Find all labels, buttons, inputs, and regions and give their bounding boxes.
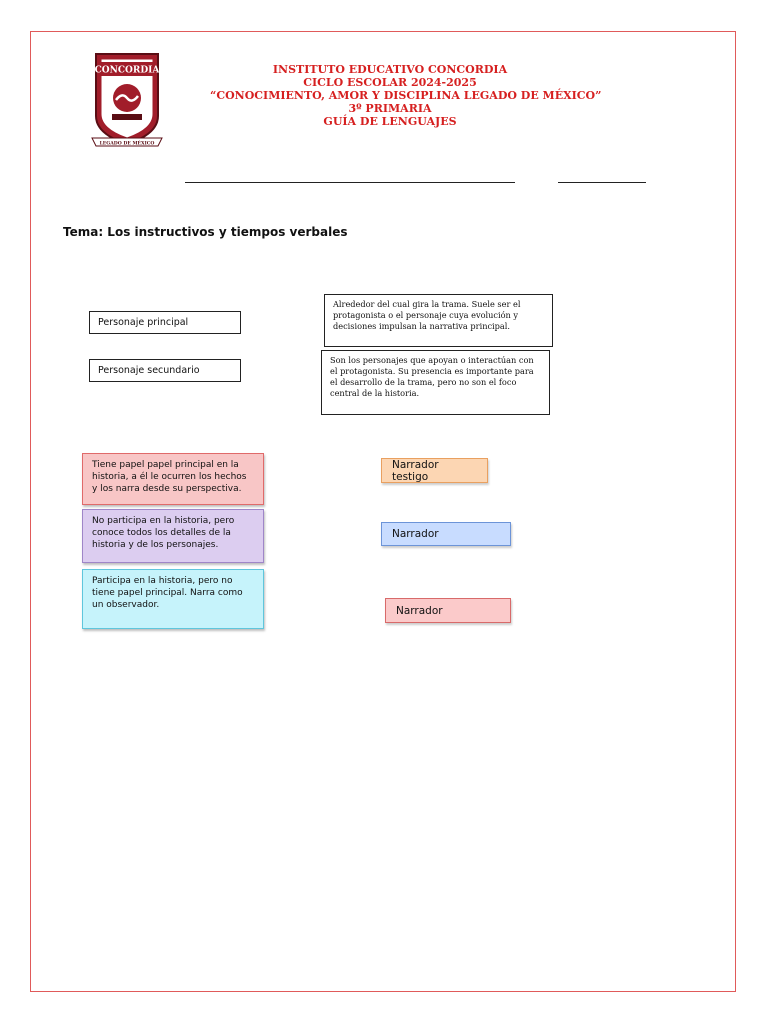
header-subject: GUÍA DE LENGUAJES bbox=[323, 115, 457, 128]
school-header bbox=[210, 63, 602, 128]
header-grade: 3º PRIMARIA bbox=[348, 102, 432, 115]
logo-name: CONCORDIA bbox=[94, 65, 160, 76]
header-institute: INSTITUTO EDUCATIVO CONCORDIA bbox=[272, 63, 508, 76]
narrator-description-card: Participa en la historia, pero no tiene papel principal. Narra como un observador. bbox=[82, 569, 264, 629]
date-blank-line bbox=[558, 182, 646, 183]
narrator-type-tag: Narrador bbox=[381, 522, 511, 546]
name-blank-line bbox=[185, 182, 515, 183]
label-main-character: Personaje principal bbox=[89, 311, 241, 334]
narrator-type-tag: Narrador testigo bbox=[381, 458, 488, 483]
definition-main-character: Alrededor del cual gira la trama. Suele ser el protagonista o el personaje cuya evolución y decisiones impulsan la narrativa principal. bbox=[324, 294, 553, 347]
narrator-description-card: Tiene papel papel principal en la historia, a él le ocurren los hechos y los narra desde su perspectiva. bbox=[82, 453, 264, 505]
header-motto: “CONOCIMIENTO, AMOR Y DISCIPLINA LEGADO DE MÉXICO” bbox=[210, 89, 602, 102]
definition-secondary-character: Son los personajes que apoyan o interactúan con el protagonista. Su presencia es importante para el desarrollo de la trama, pero no son el foco central de la historia. bbox=[321, 350, 550, 415]
label-secondary-character: Personaje secundario bbox=[89, 359, 241, 382]
narrator-description-card: No participa en la historia, pero conoce todos los detalles de la historia y de los personajes. bbox=[82, 509, 264, 563]
header-school-year: CICLO ESCOLAR 2024-2025 bbox=[303, 76, 477, 89]
logo-motto: LEGADO DE MÉXICO bbox=[99, 141, 155, 147]
school-crest-logo bbox=[90, 46, 164, 150]
topic-heading: Tema: Los instructivos y tiempos verbales bbox=[63, 225, 348, 239]
narrator-type-tag: Narrador bbox=[385, 598, 511, 623]
